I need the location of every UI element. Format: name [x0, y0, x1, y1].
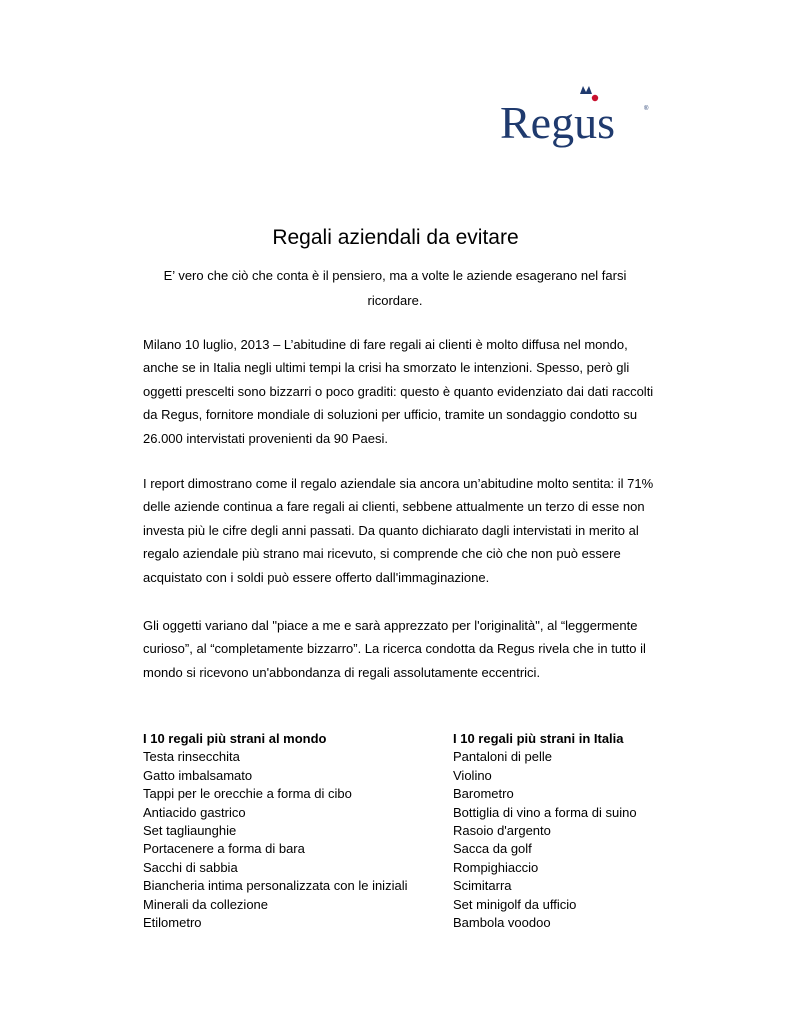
list-item: Sacchi di sabbia	[143, 859, 238, 875]
list-item: Tappi per le orecchie a forma di cibo	[143, 786, 352, 802]
list-item: Set minigolf da ufficio	[453, 896, 577, 912]
list-item: Portacenere a forma di bara	[143, 841, 305, 857]
list-item: Set tagliaunghie	[143, 823, 237, 839]
paragraph-objects: Gli oggetti variano dal "piace a me e sarà apprezzato per l'originalità", al “leggermente curioso”, al “completamente bizzarro”. La ricerca condotta da Regus rivela che in tutto il mondo si ricevono un'abbondanza di regali assolutamente eccentrici.	[143, 618, 646, 680]
list-item: Sacca da golf	[453, 841, 532, 857]
list-item: Bambola voodoo	[453, 915, 551, 931]
italy-gifts-list	[453, 730, 713, 932]
regus-logo	[500, 84, 660, 156]
crown-icon	[580, 86, 592, 94]
world-gifts-list	[143, 730, 443, 932]
list-item: Bottiglia di vino a forma di suino	[453, 804, 637, 820]
paragraph-report: I report dimostrano come il regalo aziendale sia ancora un’abitudine molto sentita: il 71% delle aziende continua a fare regali ai clienti, sebbene attualmente un terzo di esse non investa più le cifre degli anni passati. Da quanto dichiarato dagli intervistati in merito al regalo aziendale più strano mai ricevuto, si comprende che ciò che non può essere acquistato con i soldi può essere offerto dall'immaginazione.	[143, 476, 654, 585]
subtitle: E’ vero che ciò che conta è il pensiero, ma a volte le aziende esagerano nel farsi ricordare.	[163, 268, 627, 308]
italy-list-heading: I 10 regali più strani in Italia	[453, 731, 624, 746]
logo-wordmark: Regus	[500, 97, 615, 148]
list-item: Rompighiaccio	[453, 859, 539, 875]
list-item: Rasoio d'argento	[453, 823, 551, 839]
page-title: Regali aziendali da evitare	[272, 226, 519, 249]
list-item: Gatto imbalsamato	[143, 767, 253, 783]
regus-logo-graphic	[500, 84, 660, 156]
list-item: Barometro	[453, 786, 514, 802]
list-item: Violino	[453, 767, 492, 783]
list-item: Minerali da collezione	[143, 896, 269, 912]
list-item: Antiacido gastrico	[143, 804, 246, 820]
paragraph-intro: Milano 10 luglio, 2013 – L’abitudine di fare regali ai clienti è molto diffusa nel mondo, anche se in Italia negli ultimi tempi la crisi ha smorzato le intenzioni. Spesso, però gli oggetti prescelti sono bizzarri o poco graditi: questo è quanto evidenziato dai dati raccolti da Regus, fornitore mondiale di soluzioni per ufficio, tramite un sondaggio condotto su 26.000 intervistati provenienti da 90 Paesi.	[143, 337, 654, 446]
world-list-heading: I 10 regali più strani al mondo	[143, 731, 327, 746]
list-item: Testa rinsecchita	[143, 749, 240, 765]
list-item: Etilometro	[143, 915, 202, 931]
list-item: Pantaloni di pelle	[453, 749, 553, 765]
list-item: Scimitarra	[453, 878, 512, 894]
registered-mark: ®	[644, 106, 649, 112]
list-item: Biancheria intima personalizzata con le iniziali	[143, 878, 408, 894]
